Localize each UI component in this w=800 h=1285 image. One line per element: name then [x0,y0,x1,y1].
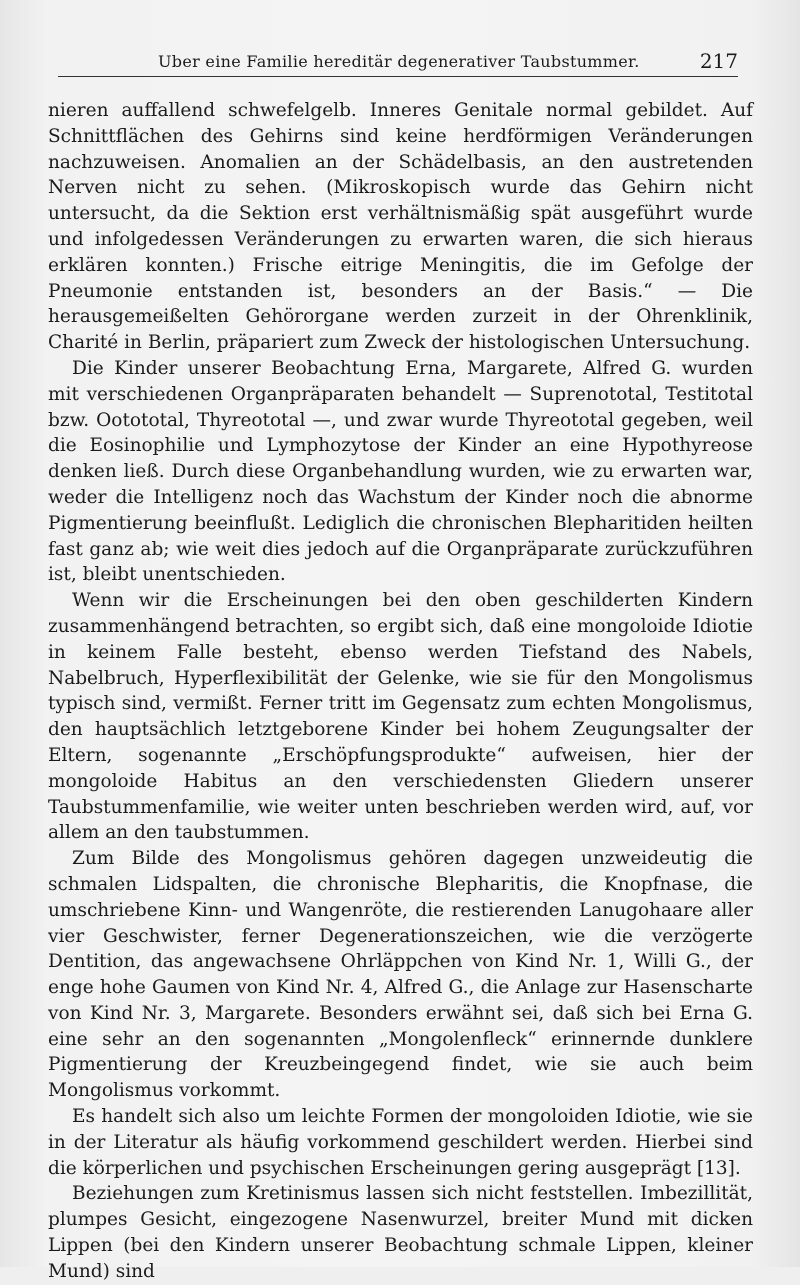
paragraph: Die Kinder unserer Beobachtung Erna, Margarete, Alfred G. wurden mit verschiedenen Organpräparaten behandelt — Suprenototal, Testitotal bzw. Ootototal, Thyreototal —, und zwar wurde Thyreototal gegeben, weil die Eosinophilie und Lymphozytose der Kinder an eine Hypothyreose denken ließ. Durch diese Organbehandlung wurden, wie zu erwarten war, weder die Intelligenz noch das Wachstum der Kinder noch die abnorme Pigmentierung beeinflußt. Lediglich die chronischen Blepharitiden heilten fast ganz ab; wie weit dies jedoch auf die Organpräparate zurückzuführen ist, bleibt unentschieden. [48,357,753,586]
paragraph: Beziehungen zum Kretinismus lassen sich nicht feststellen. Imbezillität, plumpes Gesicht, eingezogene Nasenwurzel, breiter Mund mit dicken Lippen (bei den Kindern unserer Beobachtung schmale Lippen, kleiner Mund) sind [48,1183,753,1282]
body-text [48,98,753,1285]
paragraph: Zum Bilde des Mongolismus gehören dagegen unzweideutig die schmalen Lidspalten, die chronische Blepharitis, die Knopfnase, die umschriebene Kinn- und Wangenröte, die restierenden Lanugohaare aller vier Geschwister, ferner Degenerationszeichen, wie die verzögerte Dentition, das angewachsene Ohrläppchen von Kind Nr. 1, Willi G., der enge hohe Gaumen von Kind Nr. 4, Alfred G., die Anlage zur Hasenscharte von Kind Nr. 3, Margarete. Besonders erwähnt sei, daß sich bei Erna G. eine sehr an den sogenannten „Mongolenfleck“ erinnernde dunklere Pigmentierung der Kreuzbeingegend findet, wie sie auch beim Mongolismus vorkommt. [48,848,753,1102]
paragraph: Es handelt sich also um leichte Formen der mongoloiden Idiotie, wie sie in der Literatur als häufig vorkommend geschildert werden. Hierbei sind die körperlichen und psychischen Erscheinungen gering ausgeprägt [13]. [48,1106,753,1179]
page-header [58,46,738,77]
running-title: Uber eine Familie hereditär degenerativer Taubstummer. [158,52,640,71]
paragraph: Wenn wir die Erscheinungen bei den oben geschilderten Kindern zusammenhängend betrachten, so ergibt sich, daß eine mongoloide Idiotie in keinem Falle besteht, ebenso werden Tiefstand des Nabels, Nabelbruch, Hyperflexibilität der Gelenke, wie sie für den Mongolismus typisch sind, vermißt. Ferner tritt im Gegensatz zum echten Mongolismus, den hauptsächlich letztgeborene Kinder bei hohem Zeugungsalter der Eltern, sogenannte „Erschöpfungsprodukte“ aufweisen, hier der mongoloide Habitus an den verschiedensten Gliedern unserer Taubstummenfamilie, wie weiter unten beschrieben werden wird, auf, vor allem an den taubstummen. [48,590,753,844]
paragraph-continued: nieren auffallend schwefelgelb. Inneres Genitale normal gebildet. Auf Schnittflächen des Gehirns sind keine herdförmigen Veränderungen nachzuweisen. Anomalien an der Schädelbasis, an den austretenden Nerven nicht zu sehen. (Mikroskopisch wurde das Gehirn nicht untersucht, da die Sektion erst verhältnismäßig spät ausgeführt wurde und infolgedessen Veränderungen zu erwarten waren, die sich hieraus erklären konnten.) Frische eitrige Meningitis, die im Gefolge der Pneumonie entstanden ist, besonders an der Basis.“ — Die herausgemeißelten Gehörorgane werden zurzeit in der Ohrenklinik, Charité in Berlin, präpariert zum Zweck der histologischen Untersuchung. [48,100,753,354]
page-number: 217 [699,49,738,73]
